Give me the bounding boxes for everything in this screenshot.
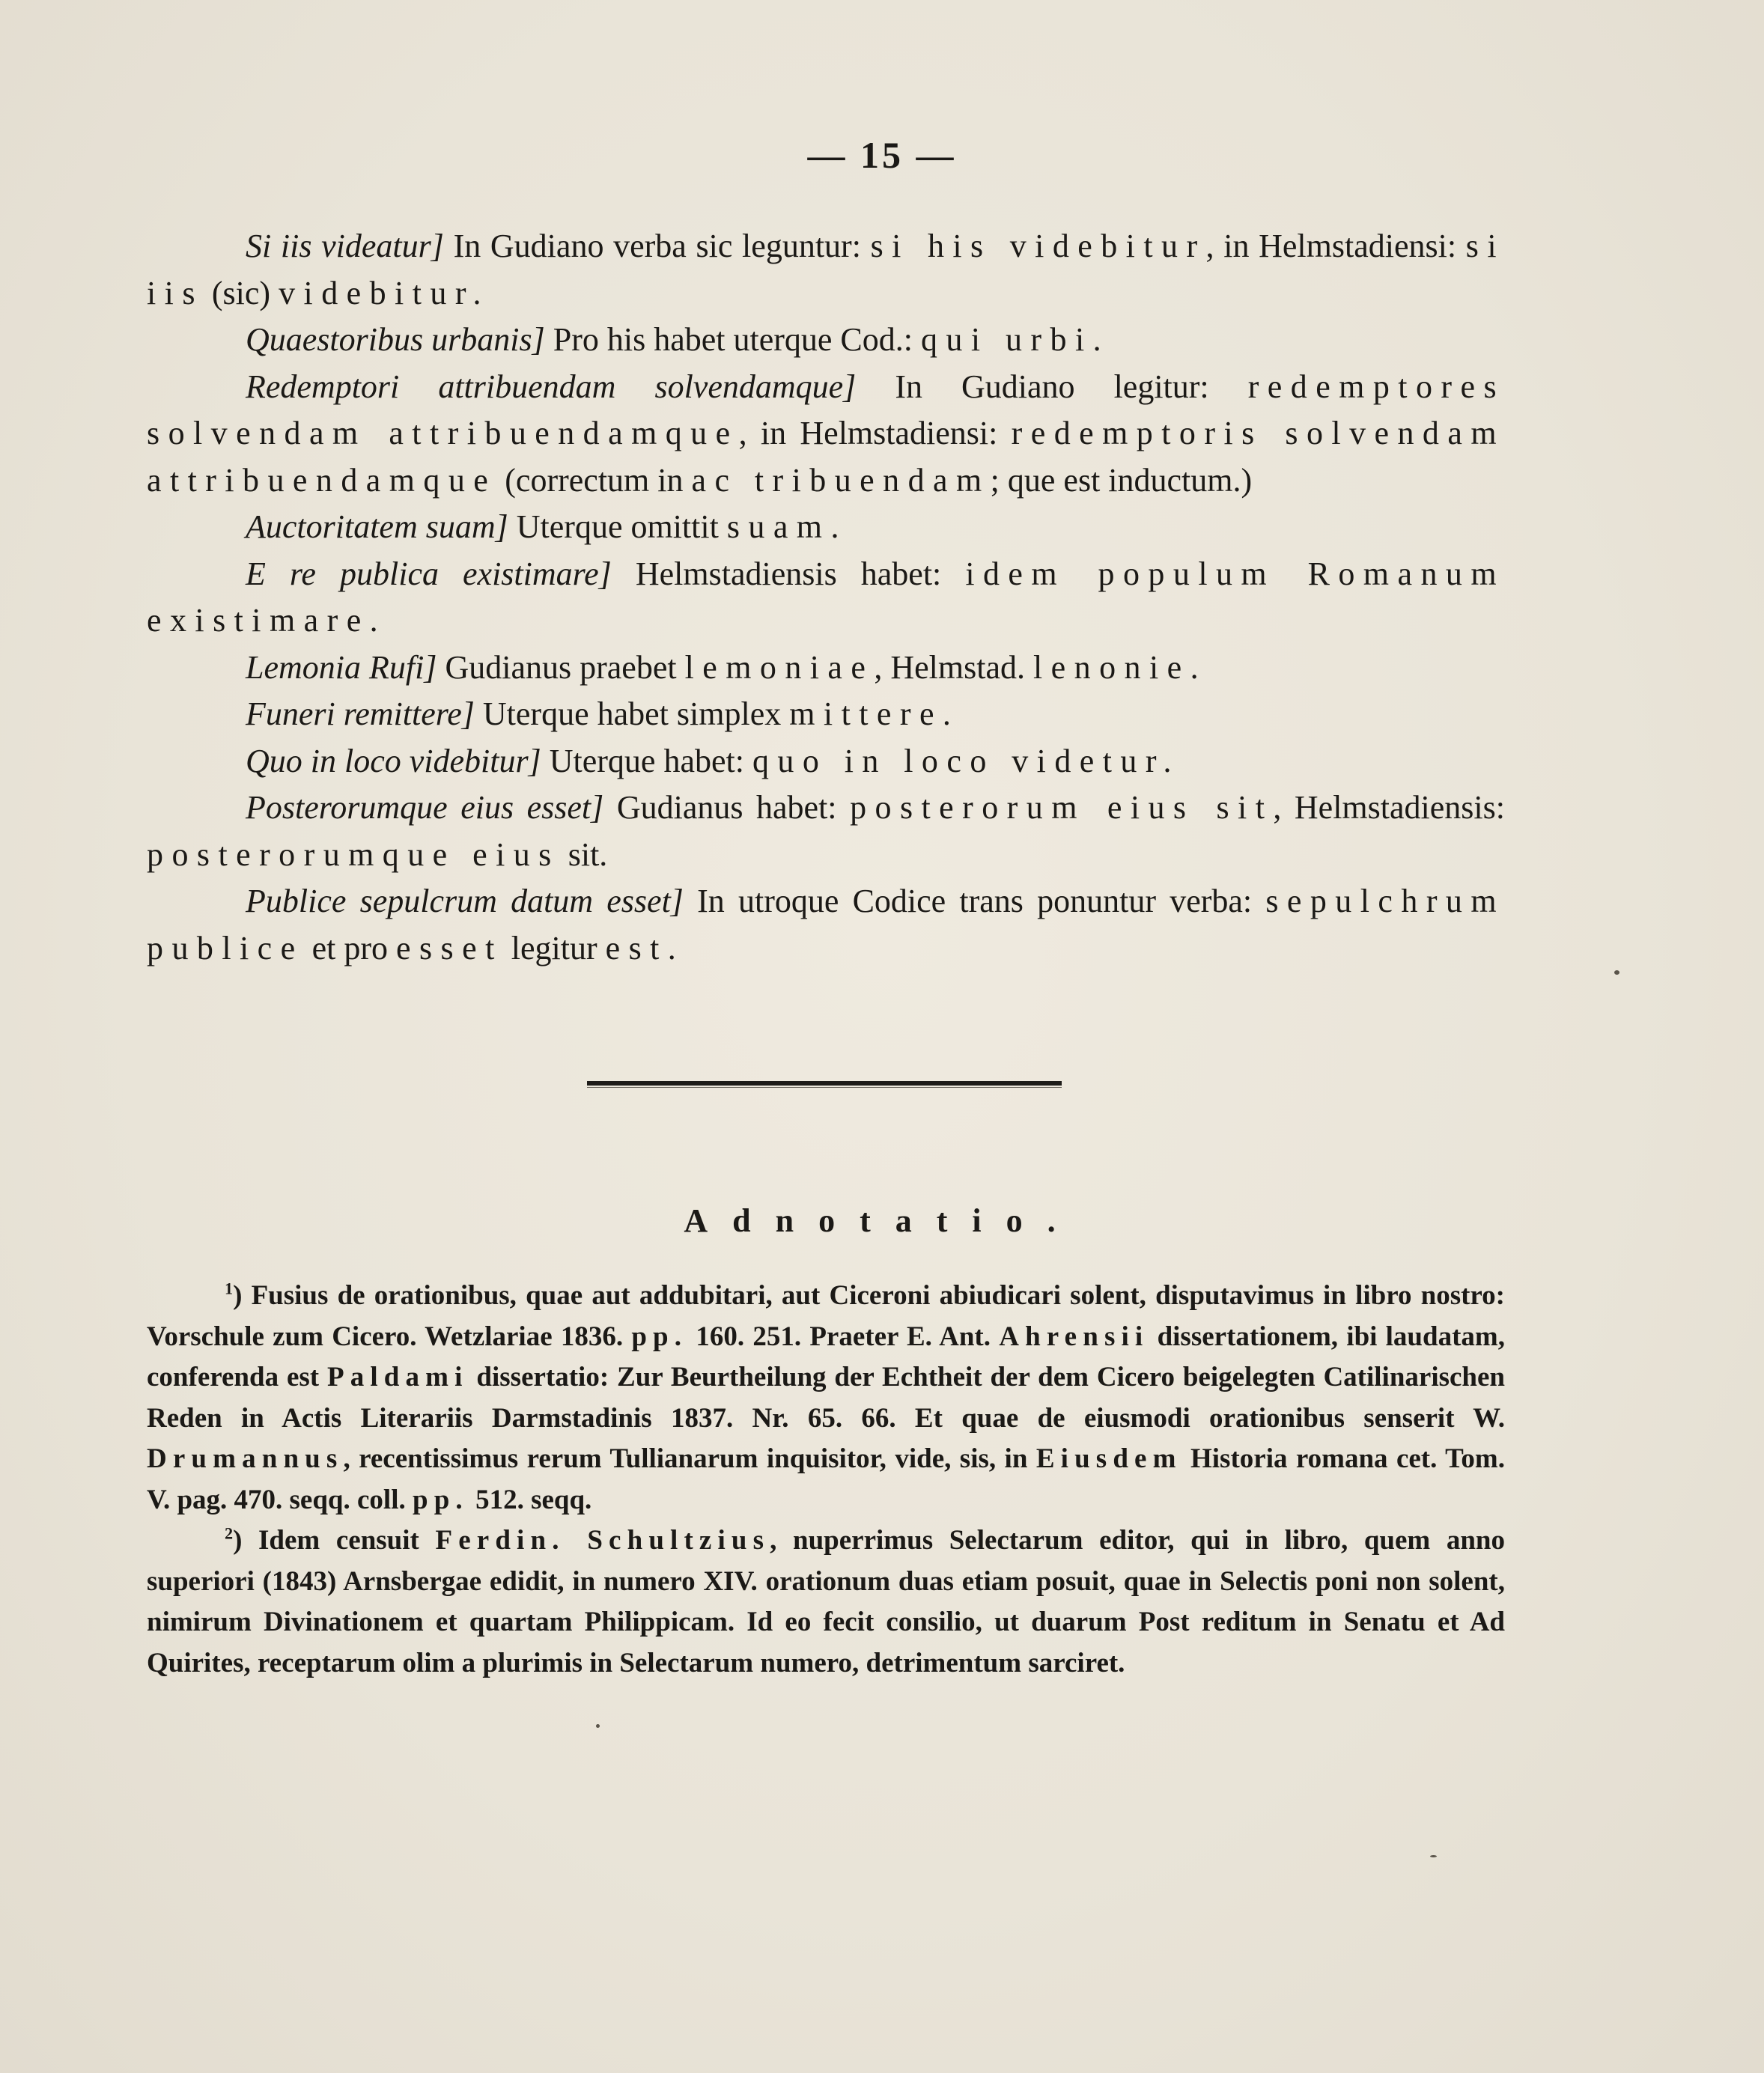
lemma: Si iis videatur]	[246, 228, 444, 264]
spaced-reading: posterorumque eius	[147, 835, 560, 873]
section-divider-thin	[587, 1087, 1062, 1088]
spaced-reading: suam.	[726, 508, 848, 545]
footnote	[147, 1276, 1505, 1520]
section-divider	[587, 1081, 1062, 1086]
spaced-reading: quo in loco videtur.	[752, 742, 1180, 779]
spaced-reading: si iis	[147, 228, 1505, 311]
spaced-name: Paldami	[326, 1362, 469, 1392]
paper-speck	[596, 1724, 600, 1728]
spaced-name: Drumannus	[147, 1443, 344, 1474]
lemma: Funeri remittere]	[246, 695, 475, 732]
entry-text: legitur	[502, 929, 606, 967]
page-number: — 15 —	[807, 134, 957, 176]
spaced-reading: qui urbi.	[920, 321, 1110, 358]
footnote-text: 160. 251. Praeter E. Ant.	[687, 1321, 1000, 1352]
spaced-reading: est.	[605, 929, 685, 967]
critical-apparatus	[147, 223, 1505, 972]
spaced-reading: si his videbitur	[870, 228, 1206, 264]
apparatus-entry	[147, 504, 1505, 551]
apparatus-entry	[147, 738, 1505, 785]
spaced-reading: idem populum Romanum existimare.	[147, 555, 1505, 639]
lemma: Quo in loco videbitur]	[246, 742, 541, 779]
lemma: Quaestoribus urbanis]	[246, 321, 545, 358]
entry-text: , Helmstad.	[874, 648, 1034, 686]
spaced-name: pp.	[631, 1321, 688, 1352]
spaced-reading: sepulchrum publice	[147, 883, 1506, 967]
footnote-text: Historia romana cet. Tom. V. pag. 470. seqq. coll.	[147, 1443, 1505, 1515]
entry-text: In Gudiano verba sic leguntur:	[443, 228, 871, 264]
spaced-reading: esset	[396, 929, 503, 967]
spaced-reading: redemptoris solvendam attribuendamque	[147, 415, 1505, 499]
footnote-mark: 2	[225, 1523, 234, 1543]
annotation-heading: Adnotatio.	[684, 1202, 1080, 1239]
entry-text: Gudianus habet:	[603, 789, 851, 826]
footnote-mark: 1	[225, 1279, 234, 1298]
apparatus-entry	[147, 551, 1505, 645]
entry-text: Gudianus praebet	[437, 648, 685, 686]
entry-text: sit.	[559, 835, 608, 873]
footnote-text: ) Fusius de orationibus, quae aut addubitari, aut Ciceroni abiudicari solent, disputavimus in libro nostro: Vorschule zum Cicero. Wetzlariae 1836.	[147, 1280, 1505, 1352]
entry-text: (sic)	[203, 274, 279, 311]
lemma: Redemptori attribuendam solvendamque]	[246, 368, 857, 405]
lemma: E re publica existimare]	[246, 555, 612, 592]
entry-text: ; que est inductum.)	[990, 461, 1253, 499]
lemma: Lemonia Rufi]	[246, 648, 437, 686]
spaced-reading: posterorum eius sit	[850, 789, 1274, 826]
spaced-reading: lemoniae	[684, 648, 875, 686]
spaced-name: Ahrensii	[999, 1321, 1149, 1352]
paper-speck	[1430, 1855, 1437, 1857]
spaced-reading: redemptores solvendam attribuendamque	[147, 368, 1506, 451]
footnote-text: dissertationem, ibi laudatam, conferenda est	[147, 1321, 1505, 1392]
entry-text: , in Helmstadiensi:	[738, 415, 1012, 451]
footnotes	[147, 1276, 1505, 1684]
entry-text: Uterque habet simplex	[474, 695, 790, 732]
entry-text: Uterque habet:	[541, 742, 752, 779]
footnote-text: dissertatio: Zur Beurtheilung der Echtheit der dem Cicero beigelegten Catilinarischen Reden in Actis Literariis Darmstadinis 1837. Nr. 65. 66. Et quae de eiusmodi orationibus senserit W.	[147, 1362, 1505, 1434]
apparatus-entry	[147, 645, 1505, 692]
footnote-text: 512. seqq.	[468, 1484, 592, 1515]
spaced-name: pp.	[413, 1484, 469, 1515]
spaced-name: Ferdin. Schultzius	[435, 1525, 770, 1556]
entry-text: et pro	[303, 929, 396, 967]
apparatus-entry	[147, 364, 1505, 505]
apparatus-entry	[147, 223, 1505, 317]
footnote-text: , nuperrimus Selectarum editor, qui in libro, quem anno superiori (1843) Arnsbergae edidit, in numero XIV. orationum duas etiam posuit, quae in Selectis poni non solent, nimirum Divinationem et quartam Philippicam. Id eo fecit consilio, ut duarum Post reditum in Senatu et Ad Quirites, receptarum olim a plurimis in Selectarum numero, detrimentum sarciret.	[147, 1525, 1505, 1678]
apparatus-entry	[147, 691, 1505, 738]
lemma: Posterorumque eius esset]	[246, 789, 604, 826]
footnote	[147, 1520, 1505, 1684]
apparatus-entry	[147, 785, 1505, 878]
paper-speck	[1614, 970, 1619, 975]
entry-text: (correctum in	[496, 461, 692, 499]
lemma: Publice sepulcrum datum esset]	[246, 883, 684, 919]
entry-text: Pro his habet uterque Cod.:	[544, 321, 921, 358]
apparatus-entry	[147, 317, 1505, 364]
entry-text: , Helmstadiensis:	[1273, 789, 1505, 826]
spaced-reading: mittere.	[789, 695, 960, 732]
apparatus-entry	[147, 878, 1505, 972]
entry-text: , in Helmstadiensi:	[1205, 228, 1466, 264]
footnote-text: ) Idem censuit	[233, 1525, 436, 1556]
spaced-name: Eiusdem	[1035, 1443, 1182, 1474]
entry-text: In utroque Codice trans ponuntur verba:	[683, 883, 1266, 919]
spaced-reading: lenonie.	[1033, 648, 1208, 686]
entry-text: Uterque omittit	[508, 508, 727, 545]
spaced-reading: ac tribuendam	[691, 461, 991, 499]
entry-text: In Gudiano legitur:	[856, 368, 1248, 405]
lemma: Auctoritatem suam]	[246, 508, 508, 545]
footnote-text: , recentissimus rerum Tullianarum inquisitor, vide, sis, in	[343, 1443, 1036, 1474]
entry-text: Helmstadiensis habet:	[611, 555, 966, 592]
spaced-reading: videbitur.	[279, 274, 490, 311]
